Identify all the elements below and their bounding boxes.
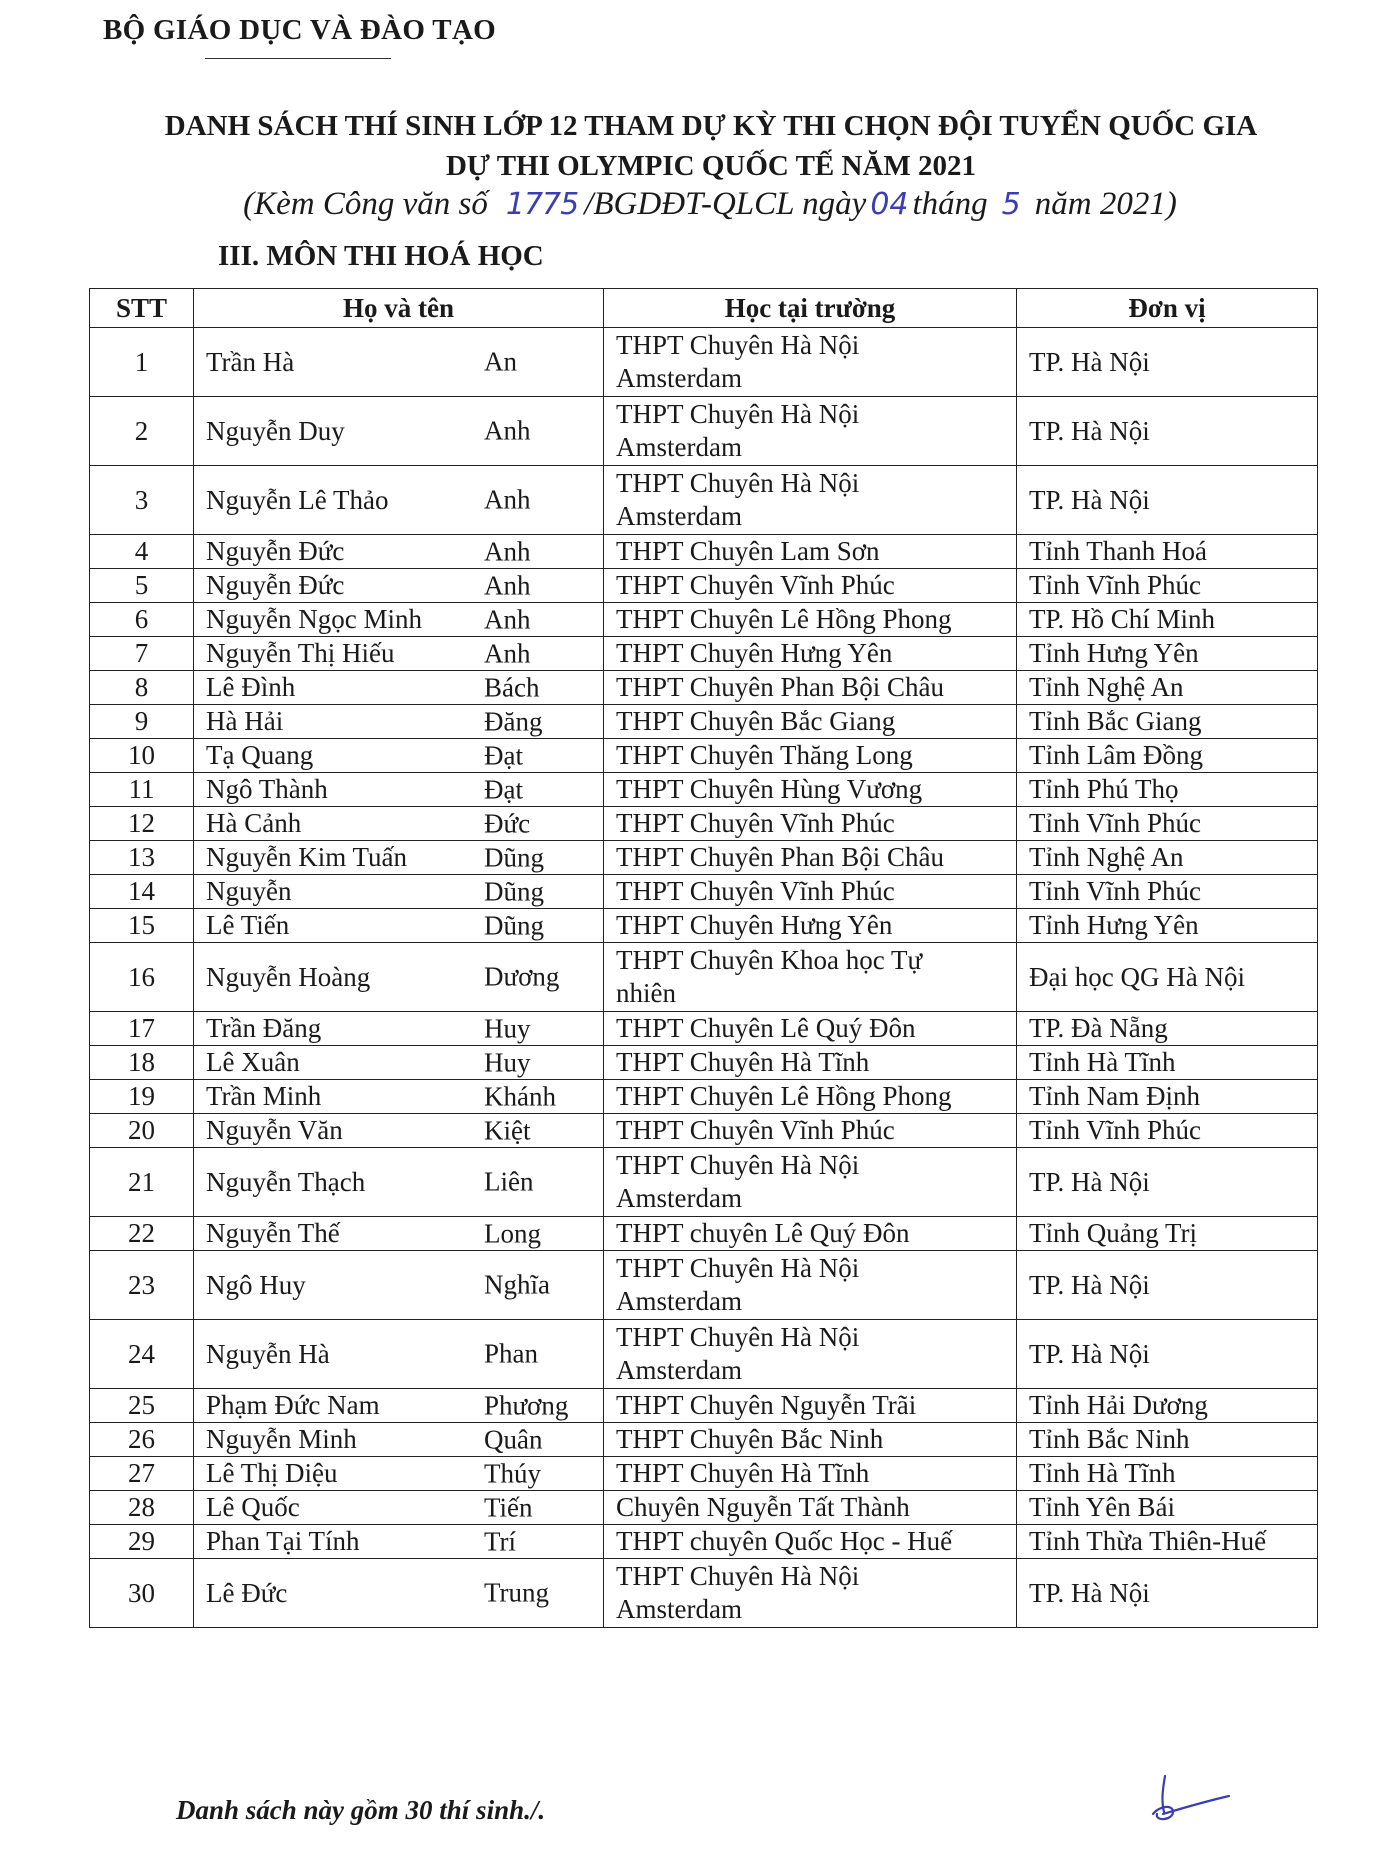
school-line: THPT Chuyên Hà Nội [616, 399, 860, 429]
table-header-row [90, 289, 1318, 328]
given-name: Đạt [484, 740, 523, 770]
cell-stt: 28 [90, 1491, 194, 1525]
school-line: THPT Chuyên Lê Hồng Phong [616, 1081, 952, 1111]
family-name: Lê Quốc [206, 1492, 300, 1522]
cell-full-name [194, 807, 604, 841]
column-header-unit: Đơn vị [1017, 289, 1318, 328]
table-row [90, 1148, 1318, 1217]
cell-school [604, 671, 1017, 705]
cell-full-name [194, 1423, 604, 1457]
given-name: Đức [484, 808, 531, 838]
cell-stt: 6 [90, 603, 194, 637]
cell-school [604, 1525, 1017, 1559]
table-row [90, 1525, 1318, 1559]
school-line: THPT Chuyên Thăng Long [616, 740, 913, 770]
cell-stt: 23 [90, 1251, 194, 1320]
cell-unit: Tỉnh Quảng Trị [1017, 1217, 1318, 1251]
school-line: THPT Chuyên Hưng Yên [616, 638, 893, 668]
cell-unit: Tỉnh Vĩnh Phúc [1017, 1114, 1318, 1148]
column-header-name: Họ và tên [194, 289, 604, 328]
cell-stt: 13 [90, 841, 194, 875]
school-line: THPT Chuyên Nguyễn Trãi [616, 1390, 917, 1420]
given-name: Dũng [484, 842, 544, 872]
family-name: Phạm Đức Nam [206, 1390, 380, 1420]
family-name: Tạ Quang [206, 740, 314, 770]
cell-stt: 3 [90, 466, 194, 535]
cell-unit: Tỉnh Vĩnh Phúc [1017, 569, 1318, 603]
table-row [90, 1080, 1318, 1114]
table-row [90, 1012, 1318, 1046]
reference-month-label: tháng [912, 186, 988, 222]
cell-full-name [194, 1491, 604, 1525]
given-name: Quân [484, 1424, 543, 1454]
cell-stt: 1 [90, 328, 194, 397]
given-name: Anh [484, 415, 531, 446]
table-row [90, 1423, 1318, 1457]
family-name: Lê Đình [206, 672, 296, 702]
table-row [90, 1114, 1318, 1148]
cell-stt: 16 [90, 943, 194, 1012]
given-name: Trung [484, 1577, 550, 1608]
cell-stt: 21 [90, 1148, 194, 1217]
cell-unit: Tỉnh Hà Tĩnh [1017, 1046, 1318, 1080]
cell-stt: 7 [90, 637, 194, 671]
given-name: Trí [484, 1526, 517, 1556]
table-row [90, 397, 1318, 466]
cell-stt: 8 [90, 671, 194, 705]
school-line: THPT Chuyên Hưng Yên [616, 910, 893, 940]
given-name: Bách [484, 672, 540, 702]
cell-stt: 29 [90, 1525, 194, 1559]
cell-full-name [194, 397, 604, 466]
table-row [90, 875, 1318, 909]
cell-unit: TP. Hà Nội [1017, 1559, 1318, 1628]
given-name: Anh [484, 536, 531, 566]
family-name: Nguyễn Thị Hiếu [206, 638, 395, 668]
given-name: Thúy [484, 1458, 541, 1488]
ministry-name: BỘ GIÁO DỤC VÀ ĐÀO TẠO [103, 14, 497, 46]
family-name: Nguyễn Văn [206, 1115, 343, 1145]
column-header-stt: STT [90, 289, 194, 328]
given-name: Dũng [484, 876, 544, 906]
school-line: THPT Chuyên Hà Nội [616, 330, 860, 360]
cell-unit: Tỉnh Hưng Yên [1017, 637, 1318, 671]
family-name: Lê Xuân [206, 1047, 300, 1077]
document-title-line2: DỰ THI OLYMPIC QUỐC TẾ NĂM 2021 [445, 150, 977, 182]
family-name: Nguyễn Duy [206, 415, 345, 446]
cell-school [604, 1012, 1017, 1046]
school-line: THPT Chuyên Hà Nội [616, 1561, 860, 1591]
cell-unit: TP. Hà Nội [1017, 1148, 1318, 1217]
cell-full-name [194, 535, 604, 569]
cell-unit: Tỉnh Nghệ An [1017, 671, 1318, 705]
cell-unit: Tỉnh Hưng Yên [1017, 909, 1318, 943]
cell-school [604, 466, 1017, 535]
table-row [90, 1559, 1318, 1628]
given-name: Long [484, 1218, 541, 1248]
handwritten-doc-number: 1775 [505, 187, 579, 222]
cell-school [604, 773, 1017, 807]
given-name: Dũng [484, 910, 544, 940]
family-name: Trần Đăng [206, 1013, 322, 1043]
cell-full-name [194, 1148, 604, 1217]
school-line: nhiên [616, 978, 676, 1008]
cell-stt: 20 [90, 1114, 194, 1148]
family-name: Lê Đức [206, 1577, 288, 1608]
table-row [90, 1217, 1318, 1251]
cell-stt: 10 [90, 739, 194, 773]
school-line: THPT Chuyên Vĩnh Phúc [616, 808, 895, 838]
signature-mark [1143, 1768, 1233, 1828]
cell-school [604, 1320, 1017, 1389]
cell-unit: Đại học QG Hà Nội [1017, 943, 1318, 1012]
cell-stt: 5 [90, 569, 194, 603]
document-title-line1: DANH SÁCH THÍ SINH LỚP 12 THAM DỰ KỲ THI CHỌN ĐỘI TUYỂN QUỐC GIA [164, 110, 1258, 142]
cell-school [604, 1148, 1017, 1217]
table-row [90, 637, 1318, 671]
school-line: THPT Chuyên Hà Nội [616, 1322, 860, 1352]
cell-unit: Tỉnh Nam Định [1017, 1080, 1318, 1114]
cell-school [604, 397, 1017, 466]
table-row [90, 773, 1318, 807]
cell-stt: 2 [90, 397, 194, 466]
cell-unit: TP. Hồ Chí Minh [1017, 603, 1318, 637]
cell-school [604, 943, 1017, 1012]
cell-stt: 27 [90, 1457, 194, 1491]
cell-full-name [194, 875, 604, 909]
family-name: Nguyễn Hoàng [206, 961, 371, 992]
cell-stt: 22 [90, 1217, 194, 1251]
family-name: Nguyễn Lê Thảo [206, 484, 389, 515]
family-name: Nguyễn [206, 876, 292, 906]
family-name: Nguyễn Hà [206, 1338, 330, 1369]
cell-full-name [194, 1114, 604, 1148]
table-row [90, 328, 1318, 397]
given-name: Tiến [484, 1492, 533, 1522]
cell-school [604, 1389, 1017, 1423]
cell-full-name [194, 1457, 604, 1491]
cell-full-name [194, 841, 604, 875]
school-line: THPT Chuyên Vĩnh Phúc [616, 1115, 895, 1145]
school-line: THPT Chuyên Hà Tĩnh [616, 1458, 870, 1488]
handwritten-day: 04 [870, 187, 909, 222]
cell-school [604, 1046, 1017, 1080]
school-line: Amsterdam [616, 363, 742, 393]
family-name: Nguyễn Đức [206, 536, 345, 566]
cell-unit: TP. Hà Nội [1017, 1251, 1318, 1320]
cell-full-name [194, 773, 604, 807]
cell-full-name [194, 1217, 604, 1251]
family-name: Trần Minh [206, 1081, 322, 1111]
cell-full-name [194, 1389, 604, 1423]
cell-stt: 4 [90, 535, 194, 569]
document-reference [0, 186, 1390, 223]
school-line: THPT Chuyên Khoa học Tự [616, 945, 923, 975]
cell-full-name [194, 1012, 604, 1046]
table-row [90, 739, 1318, 773]
cell-unit: TP. Hà Nội [1017, 1320, 1318, 1389]
reference-prefix: (Kèm Công văn số [243, 186, 488, 222]
table-row [90, 535, 1318, 569]
school-line: THPT Chuyên Bắc Giang [616, 706, 896, 736]
section-heading: III. MÔN THI HOÁ HỌC [218, 240, 544, 272]
cell-school [604, 1423, 1017, 1457]
given-name: Phương [484, 1390, 569, 1420]
given-name: Anh [484, 570, 531, 600]
cell-full-name [194, 1320, 604, 1389]
cell-school [604, 705, 1017, 739]
cell-unit: TP. Hà Nội [1017, 397, 1318, 466]
family-name: Nguyễn Minh [206, 1424, 357, 1454]
cell-school [604, 1457, 1017, 1491]
family-name: Nguyễn Ngọc Minh [206, 604, 422, 634]
table-row [90, 1457, 1318, 1491]
cell-full-name [194, 943, 604, 1012]
given-name: Huy [484, 1047, 531, 1077]
cell-unit: Tỉnh Bắc Giang [1017, 705, 1318, 739]
cell-school [604, 1114, 1017, 1148]
table-row [90, 466, 1318, 535]
school-line: Amsterdam [616, 432, 742, 462]
column-header-school: Học tại trường [604, 289, 1017, 328]
school-line: THPT Chuyên Bắc Ninh [616, 1424, 884, 1454]
cell-school [604, 637, 1017, 671]
family-name: Nguyễn Kim Tuấn [206, 842, 408, 872]
cell-unit: Tỉnh Yên Bái [1017, 1491, 1318, 1525]
table-row [90, 841, 1318, 875]
cell-school [604, 1491, 1017, 1525]
cell-unit: TP. Đà Nẵng [1017, 1012, 1318, 1046]
table-row [90, 1389, 1318, 1423]
school-line: THPT Chuyên Hà Nội [616, 1253, 860, 1283]
cell-stt: 12 [90, 807, 194, 841]
cell-stt: 14 [90, 875, 194, 909]
cell-full-name [194, 705, 604, 739]
reference-year: năm 2021) [1034, 186, 1177, 222]
school-line: Amsterdam [616, 1594, 742, 1624]
cell-school [604, 807, 1017, 841]
handwritten-month: 5 [1001, 187, 1021, 222]
family-name: Hà Hải [206, 706, 284, 736]
school-line: Amsterdam [616, 1355, 742, 1385]
cell-full-name [194, 1080, 604, 1114]
cell-stt: 25 [90, 1389, 194, 1423]
reference-code: /BGDĐT-QLCL ngày [584, 186, 867, 222]
cell-school [604, 1080, 1017, 1114]
footer-note: Danh sách này gồm 30 thí sinh./. [176, 1795, 546, 1825]
family-name: Lê Thị Diệu [206, 1458, 338, 1488]
ministry-underline [205, 58, 391, 59]
cell-school [604, 603, 1017, 637]
cell-stt: 15 [90, 909, 194, 943]
family-name: Ngô Thành [206, 774, 328, 804]
cell-full-name [194, 671, 604, 705]
cell-unit: Tỉnh Vĩnh Phúc [1017, 807, 1318, 841]
school-line: THPT Chuyên Hà Nội [616, 468, 860, 498]
family-name: Lê Tiến [206, 910, 290, 940]
family-name: Hà Cảnh [206, 808, 302, 838]
school-line: THPT chuyên Lê Quý Đôn [616, 1218, 910, 1248]
cell-unit: Tỉnh Vĩnh Phúc [1017, 875, 1318, 909]
given-name: Phan [484, 1338, 538, 1369]
cell-stt: 18 [90, 1046, 194, 1080]
school-line: Amsterdam [616, 501, 742, 531]
family-name: Nguyễn Thạch [206, 1166, 366, 1197]
cell-stt: 30 [90, 1559, 194, 1628]
cell-unit: Tỉnh Nghệ An [1017, 841, 1318, 875]
cell-school [604, 909, 1017, 943]
cell-full-name [194, 466, 604, 535]
cell-unit: Tỉnh Thừa Thiên-Huế [1017, 1525, 1318, 1559]
cell-full-name [194, 739, 604, 773]
given-name: Anh [484, 484, 531, 515]
table-row [90, 1046, 1318, 1080]
school-line: THPT Chuyên Lê Hồng Phong [616, 604, 952, 634]
cell-full-name [194, 1251, 604, 1320]
cell-stt: 26 [90, 1423, 194, 1457]
cell-stt: 11 [90, 773, 194, 807]
school-line: THPT Chuyên Hùng Vương [616, 774, 923, 804]
cell-full-name [194, 1525, 604, 1559]
table-row [90, 569, 1318, 603]
given-name: Khánh [484, 1081, 556, 1111]
given-name: Anh [484, 638, 531, 668]
cell-school [604, 1559, 1017, 1628]
cell-unit: Tỉnh Lâm Đồng [1017, 739, 1318, 773]
cell-stt: 9 [90, 705, 194, 739]
school-line: THPT Chuyên Lam Sơn [616, 536, 880, 566]
cell-school [604, 875, 1017, 909]
cell-full-name [194, 569, 604, 603]
school-line: THPT Chuyên Vĩnh Phúc [616, 876, 895, 906]
cell-stt: 17 [90, 1012, 194, 1046]
family-name: Trần Hà [206, 346, 295, 377]
table-row [90, 943, 1318, 1012]
cell-full-name [194, 909, 604, 943]
cell-school [604, 535, 1017, 569]
cell-school [604, 328, 1017, 397]
school-line: THPT Chuyên Hà Tĩnh [616, 1047, 870, 1077]
cell-school [604, 841, 1017, 875]
cell-unit: Tỉnh Bắc Ninh [1017, 1423, 1318, 1457]
school-line: Amsterdam [616, 1286, 742, 1316]
cell-school [604, 569, 1017, 603]
school-line: THPT chuyên Quốc Học - Huế [616, 1526, 953, 1556]
school-line: THPT Chuyên Vĩnh Phúc [616, 570, 895, 600]
cell-full-name [194, 1046, 604, 1080]
table-row [90, 671, 1318, 705]
school-line: THPT Chuyên Phan Bội Châu [616, 672, 945, 702]
school-line: Chuyên Nguyễn Tất Thành [616, 1492, 910, 1522]
school-line: Amsterdam [616, 1183, 742, 1213]
table-row [90, 1491, 1318, 1525]
given-name: Đăng [484, 706, 543, 736]
candidate-table [89, 288, 1318, 1628]
given-name: Kiệt [484, 1115, 531, 1145]
given-name: An [484, 346, 517, 377]
cell-full-name [194, 603, 604, 637]
cell-school [604, 739, 1017, 773]
table-row [90, 1320, 1318, 1389]
cell-unit: Tỉnh Thanh Hoá [1017, 535, 1318, 569]
school-line: THPT Chuyên Phan Bội Châu [616, 842, 945, 872]
given-name: Nghĩa [484, 1269, 550, 1300]
cell-unit: Tỉnh Phú Thọ [1017, 773, 1318, 807]
cell-school [604, 1251, 1017, 1320]
given-name: Đạt [484, 774, 523, 804]
cell-unit: Tỉnh Hải Dương [1017, 1389, 1318, 1423]
table-row [90, 705, 1318, 739]
table-row [90, 807, 1318, 841]
family-name: Ngô Huy [206, 1269, 306, 1300]
cell-stt: 24 [90, 1320, 194, 1389]
family-name: Nguyễn Đức [206, 570, 345, 600]
family-name: Nguyễn Thế [206, 1218, 340, 1248]
school-line: THPT Chuyên Lê Quý Đôn [616, 1013, 916, 1043]
table-row [90, 603, 1318, 637]
given-name: Liên [484, 1166, 534, 1197]
given-name: Huy [484, 1013, 531, 1043]
cell-stt: 19 [90, 1080, 194, 1114]
table-row [90, 909, 1318, 943]
cell-unit: TP. Hà Nội [1017, 328, 1318, 397]
school-line: THPT Chuyên Hà Nội [616, 1150, 860, 1180]
given-name: Anh [484, 604, 531, 634]
family-name: Phan Tại Tính [206, 1526, 360, 1556]
cell-unit: Tỉnh Hà Tĩnh [1017, 1457, 1318, 1491]
table-row [90, 1251, 1318, 1320]
cell-full-name [194, 637, 604, 671]
cell-school [604, 1217, 1017, 1251]
cell-full-name [194, 328, 604, 397]
given-name: Dương [484, 961, 560, 992]
cell-unit: TP. Hà Nội [1017, 466, 1318, 535]
cell-full-name [194, 1559, 604, 1628]
